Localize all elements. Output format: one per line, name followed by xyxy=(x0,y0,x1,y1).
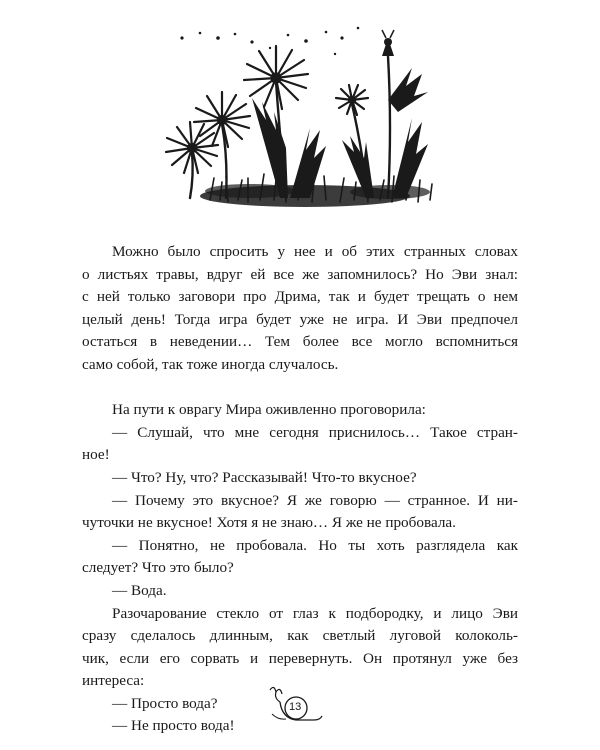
floating-seeds xyxy=(180,27,359,56)
paragraph xyxy=(82,580,518,603)
dandelion-small xyxy=(336,85,368,115)
text-line: остаться в неведении… Тем более все могло вспомниться xyxy=(82,333,518,351)
text-line: — Вода. xyxy=(112,581,167,599)
text-line: ное! xyxy=(82,446,110,464)
paragraph xyxy=(82,399,518,422)
page-number-ornament xyxy=(262,684,332,724)
dandelion-illustration xyxy=(130,8,450,218)
text-line: с ней только заговори про Дрима, так и будет трещать о нем xyxy=(82,288,518,306)
text-line: само собой, так тоже иногда случалось. xyxy=(82,355,339,373)
dandelion-middle xyxy=(194,92,250,147)
paragraph xyxy=(82,241,518,377)
text-line: сразу сделалось длинным, как светлый луговой колоколь- xyxy=(82,627,518,645)
dandelion-bud xyxy=(382,30,394,56)
dandelion-heads xyxy=(166,46,368,173)
text-line: — Слушай, что мне сегодня приснилось… Такое стран- xyxy=(112,423,518,441)
text-line: — Не просто вода! xyxy=(112,717,235,735)
text-line: — Почему это вкусное? Я же говорю — странное. И ни- xyxy=(112,491,518,509)
text-line: интереса: xyxy=(82,672,145,690)
paragraph xyxy=(82,535,518,580)
paragraph xyxy=(82,422,518,467)
dandelion-tall xyxy=(244,46,308,109)
story-text xyxy=(82,241,518,738)
text-line: — Что? Ну, что? Рассказывай! Что-то вкусное? xyxy=(112,468,417,486)
paragraph xyxy=(82,603,518,693)
text-line: целый день! Тогда игра будет уже не игра. И Эви предпочел xyxy=(82,310,518,328)
text-line: Разочарование стекло от глаз к подбородку, и лицо Эви xyxy=(112,604,518,622)
text-line: На пути к оврагу Мира оживленно проговорила: xyxy=(112,401,426,419)
paragraph xyxy=(82,490,518,535)
text-line: чуточки не вкусное! Хотя я не знаю… Я же не пробовала. xyxy=(82,514,456,532)
text-line: Можно было спросить у нее и об этих странных словах xyxy=(112,243,518,260)
text-line: о листьях травы, вдруг ей все же запомнилось? Но Эви знал: xyxy=(82,265,518,283)
text-line: чик, если его сорвать и перевернуть. Он протянул уже без xyxy=(82,649,518,667)
page-number: 13 xyxy=(289,701,302,713)
paragraph xyxy=(82,467,518,490)
paragraph-gap xyxy=(82,377,518,400)
text-line: — Понятно, не пробовала. Но ты хоть разглядела как xyxy=(112,536,518,554)
text-line: следует? Что это было? xyxy=(82,559,234,577)
text-line: — Просто вода? xyxy=(112,694,218,712)
